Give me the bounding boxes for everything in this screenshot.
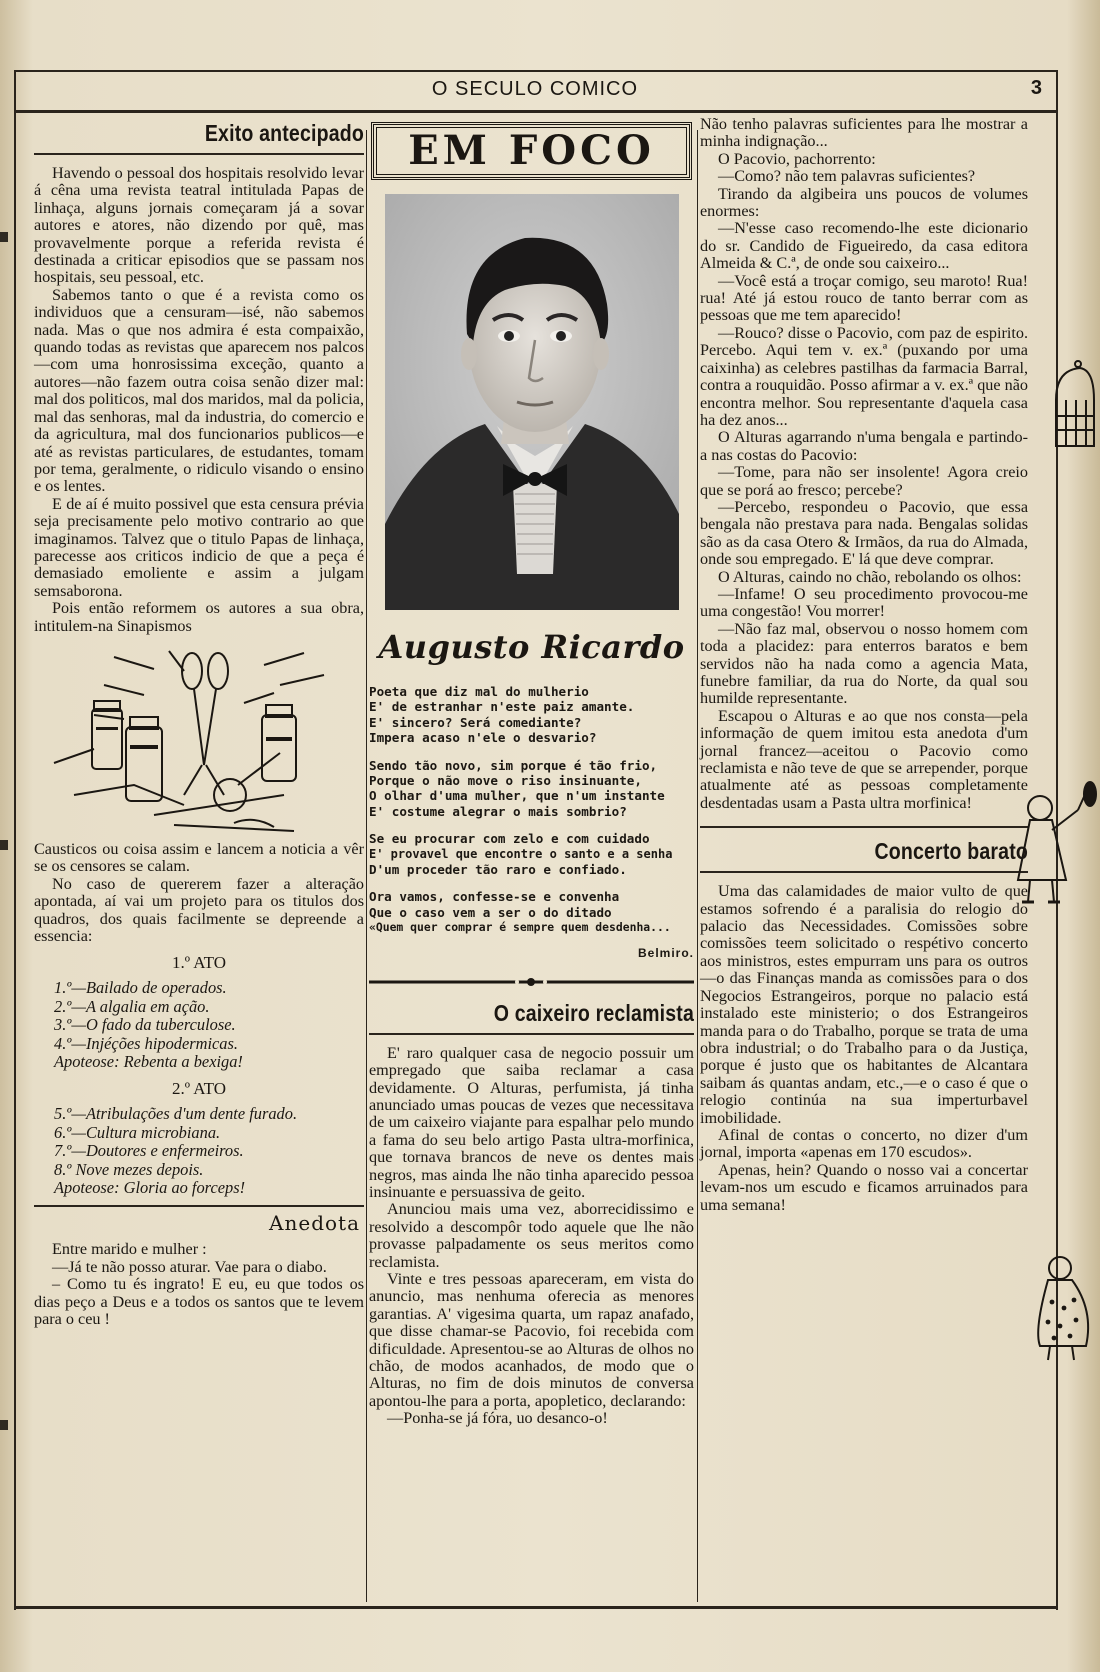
child-figure-doodle [1008, 780, 1098, 910]
section-rule [34, 1205, 364, 1207]
act-item: 1.º—Bailado de operados. [54, 978, 227, 998]
article-paragraph: O Alturas, caindo no chão, rebolando os olhos: [718, 567, 1022, 586]
page-number: 3 [1030, 77, 1042, 99]
article-paragraph: No caso de quererem fazer a alteração apontada, aí vai um projeto para os titulos dos quadros, dos quais facilmente se depreende a essencia: [34, 874, 364, 945]
article-paragraph: Tirando da algibeira uns poucos de volumes enormes: [700, 184, 1028, 221]
article-paragraph: —Percebo, respondeu o Pacovio, que essa bengala não prestava para nada. Bengalas solidas são as da casa Otero & Irmãos, da rua do Almada, onde sou empregado. E' lá que deve comprar. [700, 497, 1028, 569]
title-rule [34, 153, 364, 155]
article-paragraph: E' raro qualquer casa de negocio possuir um empregado que saiba reclamar a casa devidamente. O Alturas, perfumista, já tinha anunciado umas poucas de vezes que necessitava de um caixeiro viajante para espalhar pelo mundo a fama do seu belo artigo Pasta ultra-morfinica, que tornava brancos de neve os dentes mais negros, mas ainda lhe não tinha aparecido pessoa insinuante e persuassiva de geito. [369, 1043, 694, 1201]
poem-line: Ora vamos, confesse-se e convenha [369, 889, 620, 905]
article-title-exito: Exito antecipado [204, 120, 364, 146]
article-paragraph: —N'esse caso recomendo-lhe este dicionario do sr. Candido de Figueiredo, da casa editora Almeida & C.ª, de onde sou caixeiro... [700, 219, 1028, 273]
poem-line: E' costume alegrar o mais sombrio? [369, 803, 627, 819]
em-foco-title: EM FOCO [376, 127, 687, 175]
article-paragraph: —Infame! O seu procedimento provocou-me uma congestão! Vou morrer! [700, 584, 1028, 621]
article-paragraph: —Não faz mal, observou o nosso homem com toda a placidez: para enterros baratos e bem servidos não ha nada como a agencia Mata, funebre familiar, da rua do Norte, da qual sou humilde representante. [700, 619, 1028, 708]
article-paragraph: Escapou o Alturas e ao que nos consta—pela informação de quem imitou esta anedota d'um jornal francez—aceitou o Pacovio como reclamista e não teve de que se arrepender, porque atualmente até as pessoas completamente desdentadas usam a Pasta ultra morfinica! [700, 706, 1028, 812]
poem-line: D'um proceder tão raro e confiado. [369, 862, 627, 878]
article-paragraph: Sabemos tanto o que é a revista como os individuos que a censuram—isé, não sabemos nada. Mas o que nos admira é esta compaixão, quando todas as revistas que aparecem nos palcos—com uma honrosissima exceção, quanto a autores—não fazem outra coisa senão dizer mal: mal dos politicos, mal dos maridos, mal da policia, mal das senhoras, mal da industria, do comercio e da agricultura, mal dos funcionarios publicos—e até as revistas particulares, de estudantes, tomam por tema, geralmente, o ridiculo visando o ensino e os lentes. [34, 285, 364, 496]
article-paragraph: —Ponha-se já fóra, uo desanco-o! [387, 1409, 608, 1428]
title-rule [369, 1033, 694, 1035]
article-title-concerto: Concerto barato [874, 838, 1028, 865]
article-paragraph: E de aí é muito possivel que esta censura prévia seja precisamente pelo motivo contrario ao que imaginamos. Talvez que o titulo Papas de linhaça, parecesse aos criticos indicio de que a peça é demasiado emoliente e assim a julgam semsaborona. [34, 494, 364, 600]
binding-tab [0, 1420, 8, 1430]
act-heading: 2.º ATO [171, 1079, 227, 1099]
right-column [700, 116, 1028, 1214]
article-paragraph: Pois então reformem os autores a sua obra, intitulem-na Sinapismos [34, 599, 364, 635]
article-paragraph: —Tome, para não ser insolente! Agora creio que se porá ao fresco; percebe? [700, 463, 1028, 499]
article-paragraph: —Rouco? disse o Pacovio, com paz de espirito. Percebo. Aqui tem v. ex.ª (puxando por uma caixinha) as celebres pastilhas da farmacia Barral, contra a rouquidão. Posso afirmar a v. ex.ª que não encontra melhor. Sou representante d'aquela casa ha dez anos... [700, 323, 1028, 429]
act-item: Apoteose: Rebenta a bexiga! [54, 1052, 243, 1072]
poem [369, 684, 694, 960]
anedota-title: Anedota [269, 1211, 360, 1236]
article-paragraph: —Como? não tem palavras suficientes? [718, 167, 976, 186]
anedota-line: – Como tu és ingrato! E eu, eu que todos os dias peço a Deus e a todos os santos que te levem para o ceu ! [34, 1275, 364, 1329]
section-rule [700, 826, 1028, 828]
portrait-photo [385, 194, 679, 610]
act-item: 2.º—A algalia em ação. [54, 996, 210, 1016]
article-title-caixeiro: O caixeiro reclamista [493, 999, 694, 1026]
middle-column [369, 116, 694, 1428]
article-paragraph: O Alturas agarrando n'uma bengala e partindo-a nas costas do Pacovio: [700, 428, 1028, 464]
act-item: Apoteose: Gloria ao forceps! [54, 1178, 246, 1198]
medical-instruments-illustration [34, 645, 364, 835]
article-paragraph: O Pacovio, pachorrento: [718, 149, 876, 168]
poem-line: Porque o não move o riso insinuante, [369, 773, 642, 789]
poem-line: Se eu procurar com zelo e com cuidado [369, 831, 650, 847]
act-heading: 1.º ATO [171, 953, 227, 973]
article-paragraph: Causticos ou coisa assim e lancem a noticia a vêr se os censores se calam. [34, 839, 364, 876]
poem-line: Impera acaso n'ele o desvario? [369, 730, 597, 746]
em-foco-box [371, 122, 692, 180]
article-paragraph: Uma das calamidades de maior vulto de que estamos sofrendo é a paralisia do relogio do palacio das Necessidades. Comissões sobre comissões teem solicitado o respétivo concerto aos ministros, estes empurram uns para os outros—o das Finanças manda as comissões para o dos Negocios Estrangeiros, porque no palacio está instalado este ministerio; o dos Estrangeiros manda para o do Trabalho, porque se trata de uma obra industrial; o do Trabalho para o da Justiça, porque é justo que os habitantes de Alcantara saibam ás quantas andam, etc.,—e o caso é que o relogio continúa na sua imperturbavel imobilidade. [700, 882, 1028, 1127]
column-separator [697, 130, 698, 1602]
column-separator [366, 130, 367, 1602]
anedota-line: —Já te não posso aturar. Vae para o diabo. [52, 1257, 327, 1276]
binding-tab [0, 840, 8, 850]
article-paragraph: Havendo o pessoal dos hospitais resolvido levar á cêna uma revista teatral intitulada Papas de linhaça, alguns jornais começaram já a sovar autores e atores, não dizendo por quê, mas provavelmente porque a referida revista é destinada a criticar episodios que se passam nos hospitais, seu pessoal, etc. [34, 164, 364, 287]
bottom-rule [14, 1606, 1058, 1609]
left-column [34, 116, 364, 1329]
portrait-signature: Augusto Ricardo [378, 628, 685, 666]
article-paragraph: Não tenho palavras suficientes para lhe mostrar a minha indignação... [700, 115, 1028, 151]
act-item: 8.º Nove mezes depois. [54, 1159, 204, 1179]
article-paragraph: Anunciou mais uma vez, aborrecidissimo e resolvido a descompôr todo aquele que lhe não provasse palpadamente os seus meritos como reclamista. [369, 1200, 694, 1271]
poem-line: O olhar d'uma mulher, que n'um instante [369, 788, 665, 804]
article-paragraph: Vinte e tres pessoas apareceram, em vista do anuncio, mas nenhuma oferecia as menores garantias. A' vigesima quarta, um rapaz anafado, que disse chamar-se Pacovio, foi recebida com dificuldade. Apresentou-se ao Alturas de olhos no chão, de modos acanhados, de modo que o Alturas, no fim de dois minutos de conversa apontou-lhe para a porta, apopletico, declarando: [369, 1269, 694, 1410]
article-paragraph: Afinal de contas o concerto, no dizer d'um jornal, importa «apenas em 170 escudos». [700, 1125, 1028, 1162]
poem-line: Sendo tão novo, sim porque é tão frio, [369, 757, 658, 773]
poem-line: Que o caso vem a ser o do ditado [369, 904, 612, 920]
poem-line: «Quem quer comprar é sempre quem desdenha... [369, 920, 671, 935]
girl-figure-doodle [1030, 1250, 1098, 1362]
act-item: 3.º—O fado da tuberculose. [54, 1015, 236, 1035]
act-item: 4.º—Injéções hipodermicas. [54, 1033, 238, 1053]
page-header [14, 70, 1056, 113]
poem-line: E' de estranhar n'este paiz amante. [369, 699, 635, 715]
anedota-line: Entre marido e mulher : [52, 1240, 207, 1259]
poem-author: Belmiro. [637, 945, 694, 960]
act-item: 7.º—Doutores e enfermeiros. [54, 1141, 244, 1161]
title-rule [700, 871, 1028, 873]
act-item: 6.º—Cultura microbiana. [54, 1122, 221, 1142]
birdcage-doodle [1050, 360, 1096, 456]
poem-line: Poeta que diz mal do mulherio [369, 684, 589, 699]
article-paragraph: —Você está a troçar comigo, seu maroto! Rua! rua! Até já estou rouco de tanto berrar com as pessoas que me tem aparecido! [700, 271, 1028, 325]
act-item: 5.º—Atribulações d'um dente furado. [54, 1104, 298, 1124]
article-paragraph: Apenas, hein? Quando o nosso vai a concertar levam-nos um escudo e ficamos arruinados para uma semana! [700, 1160, 1028, 1214]
poem-line: E' sincero? Será comediante? [369, 714, 582, 730]
newspaper-title: O SECULO COMICO [431, 78, 639, 100]
poem-line: E' provavel que encontre o santo e a senha [369, 846, 673, 861]
ornamental-divider [369, 972, 694, 992]
binding-tab [0, 232, 8, 242]
